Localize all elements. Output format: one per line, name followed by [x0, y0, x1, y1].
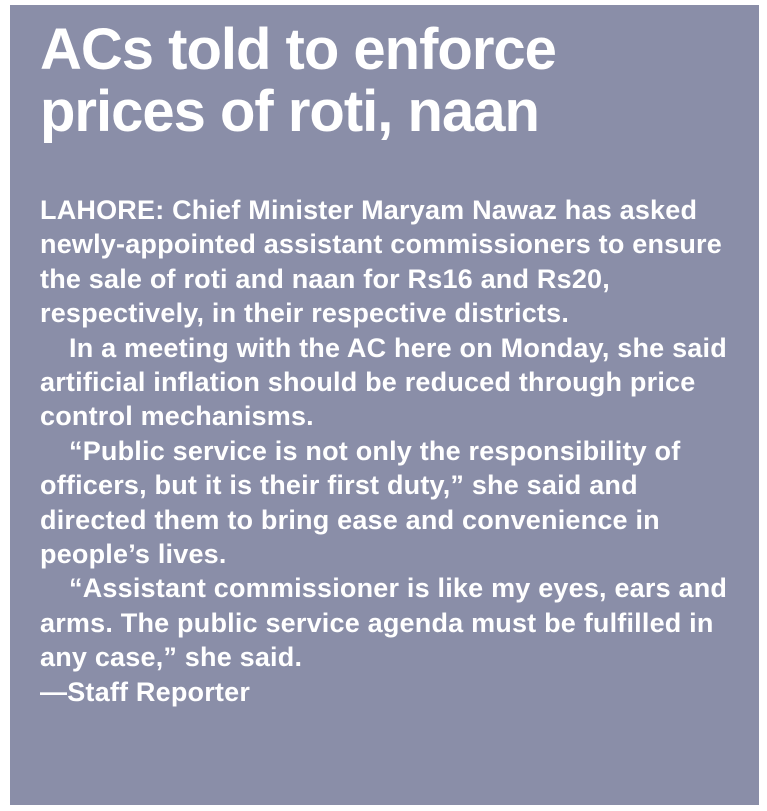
headline: ACs told to enforce prices of roti, naan [40, 17, 556, 144]
byline: —Staff Reporter [40, 676, 251, 707]
paragraph-meeting: In a meeting with the AC here on Monday, she said artificial inflation should be reduced through price control mechanisms. [40, 332, 727, 432]
news-clipping [10, 5, 759, 805]
paragraph-dateline: LAHORE: Chief Minister Maryam Nawaz has asked newly-appointed assistant commissioners to ensure the sale of roti and naan for Rs16 and Rs20, respectively, in their respective districts. [40, 195, 722, 329]
paragraph-assistant-commissioner-quote: “Assistant commissioner is like my eyes, ears and arms. The public service agenda must be fulfilled in any case,” she said. [40, 573, 728, 673]
article-body [40, 193, 741, 709]
paragraph-public-service-duty: “Public service is not only the responsibility of officers, but it is their first duty,” she said and directed them to bring ease and convenience in people’s lives. [40, 435, 681, 570]
